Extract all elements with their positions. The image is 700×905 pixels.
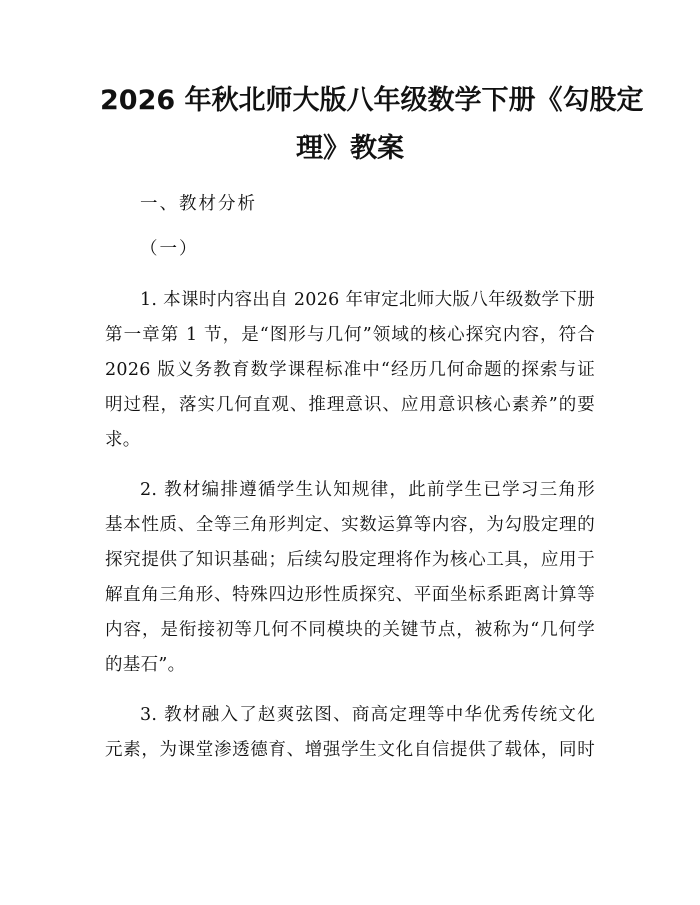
paragraph-1-line-5: 求。	[105, 430, 141, 450]
paragraph-2-line-1: 2. 教材编排遵循学生认知规律，此前学生已学习三角形	[140, 480, 595, 500]
paragraph-2-line-2: 基本性质、全等三角形判定、实数运算等内容，为勾股定理的	[105, 515, 595, 535]
document-title-line-1: 2026 年秋北师大版八年级数学下册《勾股定	[100, 85, 644, 116]
paragraph-2-line-3: 探究提供了知识基础；后续勾股定理将作为核心工具，应用于	[105, 550, 595, 570]
paragraph-3-line-2: 元素，为课堂渗透德育、增强学生文化自信提供了载体，同时	[105, 740, 595, 760]
sub-heading: （一）	[140, 239, 199, 259]
paragraph-2-line-5: 内容，是衔接初等几何不同模块的关键节点，被称为“几何学	[105, 620, 595, 640]
paragraph-2-line-4: 解直角三角形、特殊四边形性质探究、平面坐标系距离计算等	[105, 585, 595, 605]
paragraph-1-line-4: 明过程，落实几何直观、推理意识、应用意识核心素养”的要	[105, 395, 595, 415]
paragraph-1-line-3: 2026 版义务教育数学课程标准中“经历几何命题的探索与证	[105, 360, 595, 380]
paragraph-1-line-2: 第一章第 1 节，是“图形与几何”领域的核心探究内容，符合	[105, 325, 595, 345]
paragraph-2-line-6: 的基石”。	[105, 655, 186, 675]
section-heading: 一、教材分析	[140, 194, 257, 214]
document-title-line-2: 理》教案	[296, 133, 404, 164]
paragraph-1-line-1: 1. 本课时内容出自 2026 年审定北师大版八年级数学下册	[140, 290, 595, 310]
paragraph-3-line-1: 3. 教材融入了赵爽弦图、商高定理等中华优秀传统文化	[140, 705, 595, 725]
